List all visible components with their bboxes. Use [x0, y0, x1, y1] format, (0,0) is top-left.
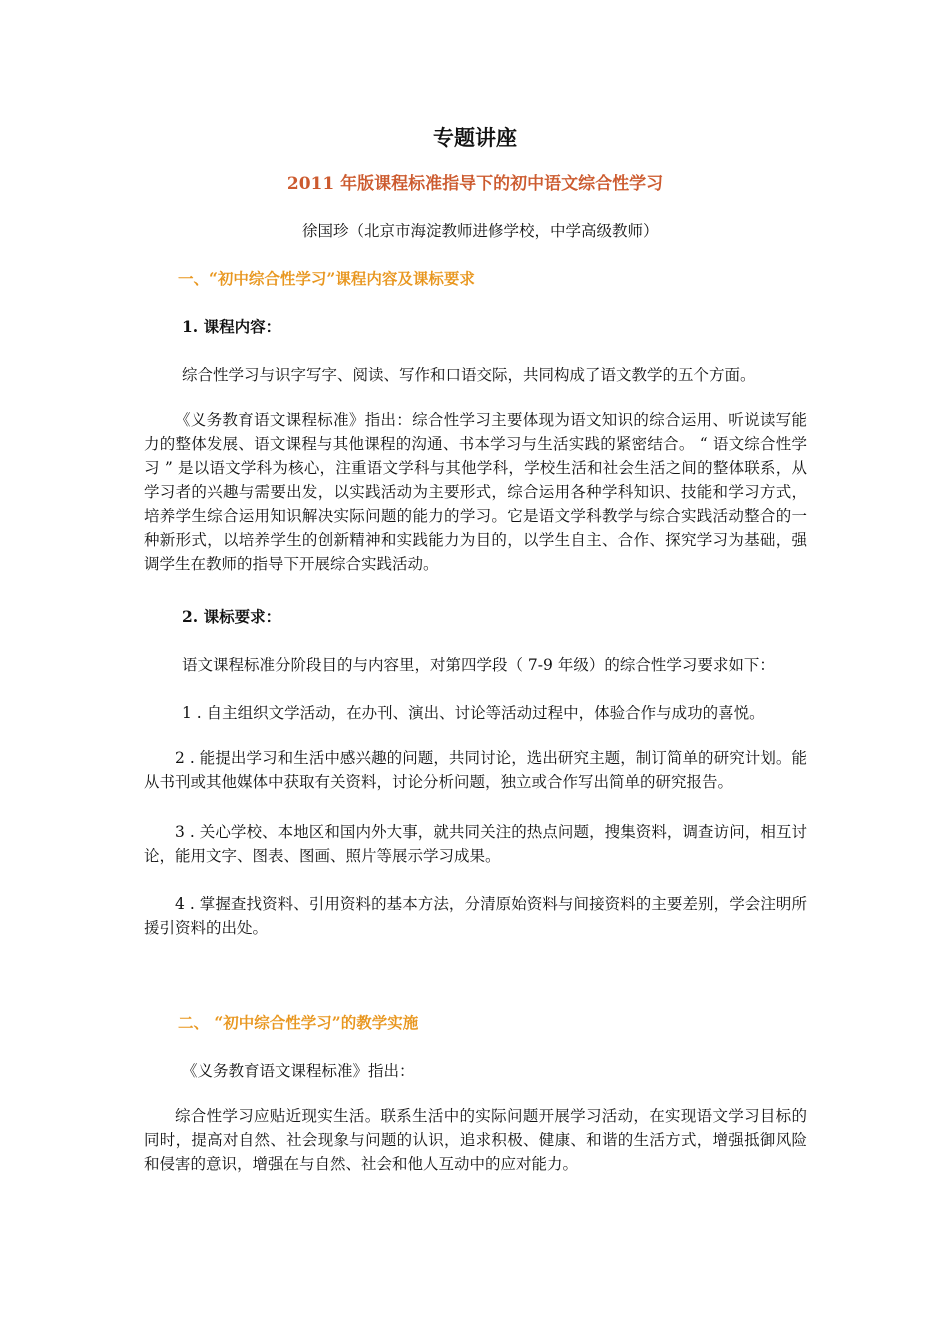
paragraph-4: 《义务教育语文课程标准》指出： [182, 1062, 415, 1080]
section-heading-2: 二、 “初中综合性学习”的教学实施 [178, 1013, 419, 1032]
section-heading-1: 一、“初中综合性学习”课程内容及课标要求 [178, 269, 475, 288]
page-subtitle: 2011 年版课程标准指导下的初中语文综合性学习 [286, 174, 664, 194]
list-item-3: 3 . 关心学校、本地区和国内外大事，就共同关注的热点问题，搜集资料，调查访问，相互讨论，能用文字、图表、图画、照片等展示学习成果。 [144, 823, 807, 865]
author-line: 徐国珍（北京市海淀教师进修学校，中学高级教师） [302, 222, 659, 240]
list-item-4: 4 . 掌握查找资料、引用资料的基本方法，分清原始资料与间接资料的主要差别，学会注明所援引资料的出处。 [144, 895, 807, 937]
paragraph-1: 综合性学习与识字写字、阅读、写作和口语交际，共同构成了语文教学的五个方面。 [182, 366, 756, 384]
list-item-1: 1 . 自主组织文学活动，在办刊、演出、讨论等活动过程中，体验合作与成功的喜悦。 [182, 704, 765, 722]
paragraph-5: 综合性学习应贴近现实生活。联系生活中的实际问题开展学习活动，在实现语文学习目标的同时，提高对自然、社会现象与问题的认识，追求积极、健康、和谐的生活方式，增强抵御风险和侵害的意识，增强在与自然、社会和他人互动中的应对能力。 [144, 1107, 807, 1173]
subsection-heading-2: 2. 课标要求： [182, 607, 282, 626]
paragraph-3: 语文课程标准分阶段目的与内容里，对第四学段（ 7-9 年级）的综合性学习要求如下： [182, 656, 775, 674]
page-title: 专题讲座 [433, 125, 517, 150]
list-item-2: 2 . 能提出学习和生活中感兴趣的问题，共同讨论，选出研究主题，制订简单的研究计划。能从书刊或其他媒体中获取有关资料，讨论分析问题，独立或合作写出简单的研究报告。 [144, 749, 807, 791]
paragraph-2: 《义务教育语文课程标准》指出：综合性学习主要体现为语文知识的综合运用、听说读写能力的整体发展、语文课程与其他课程的沟通、书本学习与生活实践的紧密结合。 “ 语文综合性学习 ” 是以语文学科为核心，注重语文学科与其他学科，学校生活和社会生活之间的整体联系，从学习者的兴趣与需要出发，以实践活动为主要形式，综合运用各种学科知识、技能和学习方式，培养学生综合运用知识解决实际问题的能力的学习。它是语文学科教学与综合实践活动整合的一种新形式，以培养学生的创新精神和实践能力为目的，以学生自主、合作、探究学习为基础，强调学生在教师的指导下开展综合实践活动。 [144, 411, 807, 573]
subsection-heading-1: 1. 课程内容： [182, 317, 282, 336]
